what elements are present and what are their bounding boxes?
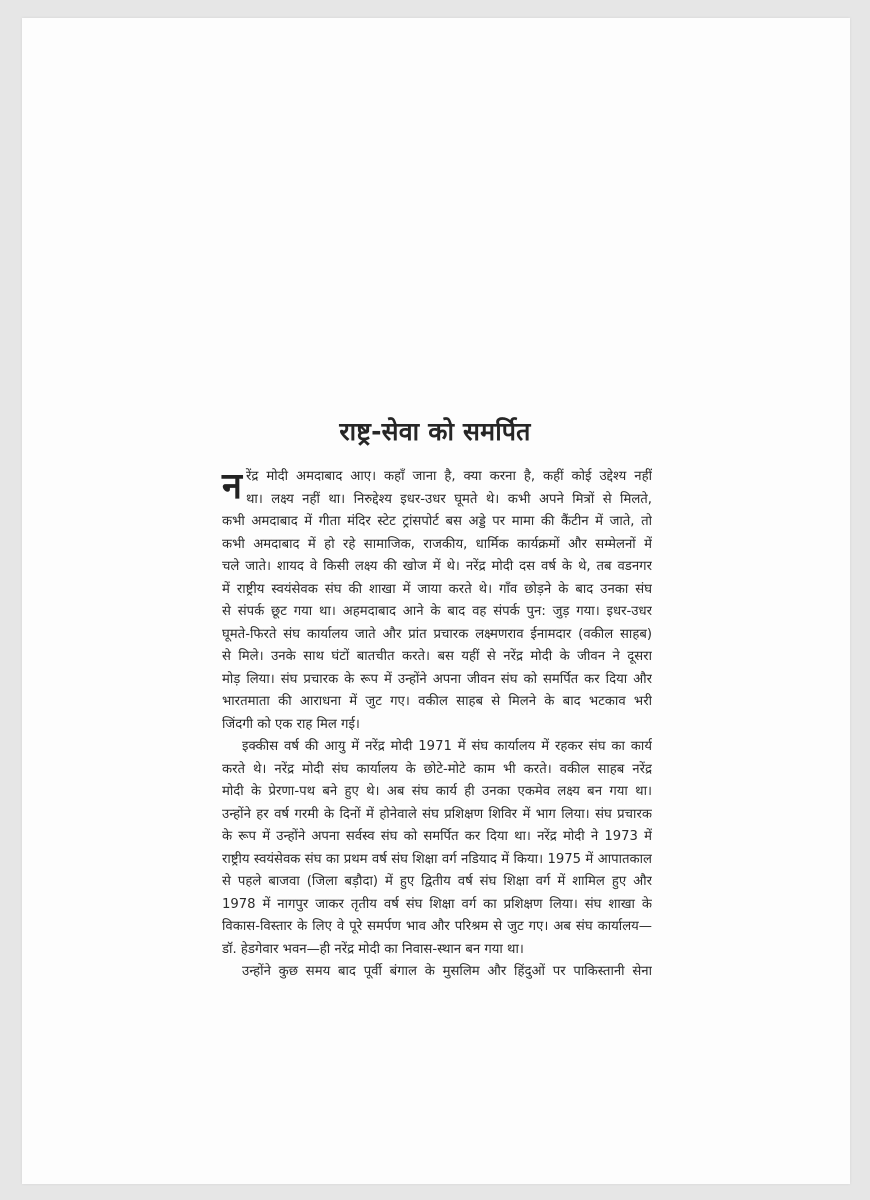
text-line: रेंद्र मोदी अमदाबाद आए। कहाँ जाना है, क्या करना है, कहीं कोई उद्देश्य नहीं — [246, 469, 652, 484]
text-line: से पहले बाजवा (जिला बड़ौदा) में हुए द्वितीय वर्ष संघ शिक्षा वर्ग में शामिल हुए और — [222, 874, 652, 889]
text-line: मोड़ लिया। संघ प्रचारक के रूप में उन्होंने अपना जीवन संघ को समर्पित कर दिया और — [222, 671, 652, 687]
chapter-body — [222, 466, 652, 984]
paragraph-1 — [222, 466, 652, 736]
text-line: विकास-विस्तार के लिए वे पूरे समर्पण भाव और परिश्रम से जुट गए। अब संघ कार्यालय— — [222, 919, 652, 934]
text-line: डॉ. हेडगेवार भवन—ही नरेंद्र मोदी का निवास-स्थान बन गया था। — [222, 941, 524, 957]
text-line: भारतमाता की आराधना में जुट गए। वकील साहब से मिलने के बाद भटकाव भरी — [222, 694, 652, 709]
text-line: कभी अमदाबाद में हो रहे सामाजिक, राजकीय, धार्मिक कार्यक्रमों और सम्मेलनों में — [222, 536, 652, 552]
text-line: के रूप में उन्होंने अपना सर्वस्व संघ को समर्पित कर दिया था। नरेंद्र मोदी ने 1973 में — [222, 829, 652, 844]
text-line: इक्कीस वर्ष की आयु में नरेंद्र मोदी 1971 में संघ कार्यालय में रहकर संघ का कार्य — [242, 739, 652, 754]
text-line: करते थे। नरेंद्र मोदी संघ कार्यालय के छोटे-मोटे काम भी करते। वकील साहब नरेंद्र — [222, 761, 652, 777]
text-line: से मिले। उनके साथ घंटों बातचीत करते। बस यहीं से नरेंद्र मोदी के जीवन ने दूसरा — [222, 649, 652, 664]
text-line: उन्होंने हर वर्ष गरमी के दिनों में होनेवाले संघ प्रशिक्षण शिविर में भाग लिया। संघ प्रचारक — [222, 806, 652, 822]
text-line: कभी अमदाबाद में गीता मंदिर स्टेट ट्रांसपोर्ट बस अड्डे पर मामा की कैंटीन में जाते, तो — [222, 514, 652, 529]
text-line: 1978 में नागपुर जाकर तृतीय वर्ष संघ शिक्षा वर्ग का प्रशिक्षण लिया। संघ शाखा के — [222, 896, 652, 912]
text-line: चले जाते। शायद वे किसी लक्ष्य की खोज में थे। नरेंद्र मोदी दस वर्ष के थे, तब वडनगर — [222, 559, 652, 574]
text-line: में राष्ट्रीय स्वयंसेवक संघ की शाखा में जाया करते थे। गाँव छोड़ने के बाद उनका संघ — [222, 581, 652, 597]
text-line: उन्होंने कुछ समय बाद पूर्वी बंगाल के मुसलिम और हिंदुओं पर पाकिस्तानी सेना — [242, 964, 652, 979]
drop-cap: न — [222, 466, 242, 507]
text-line: से संपर्क छूट गया था। अहमदाबाद आने के बाद वह संपर्क पुन: जुड़ गया। इधर-उधर — [222, 604, 652, 619]
text-line: जिंदगी को एक राह मिल गई। — [222, 716, 360, 732]
paragraph-3 — [222, 961, 652, 984]
text-line: राष्ट्रीय स्वयंसेवक संघ का प्रथम वर्ष संघ शिक्षा वर्ग नडियाद में किया। 1975 में आपातकाल — [222, 851, 652, 867]
chapter-title: राष्ट्र-सेवा को समर्पित — [339, 417, 531, 446]
text-line: मोदी के प्रेरणा-पथ बने हुए थे। अब संघ कार्य ही उनका एकमेव लक्ष्य बन गया था। — [222, 784, 652, 799]
paragraph-2 — [222, 736, 652, 961]
text-line: घूमते-फिरते संघ कार्यालय जाते और प्रांत प्रचारक लक्ष्मणराव ईनामदार (वकील साहब) — [222, 626, 652, 642]
text-line: था। लक्ष्य नहीं था। निरुद्देश्य इधर-उधर घूमते थे। कभी अपने मित्रों से मिलते, — [246, 491, 652, 507]
